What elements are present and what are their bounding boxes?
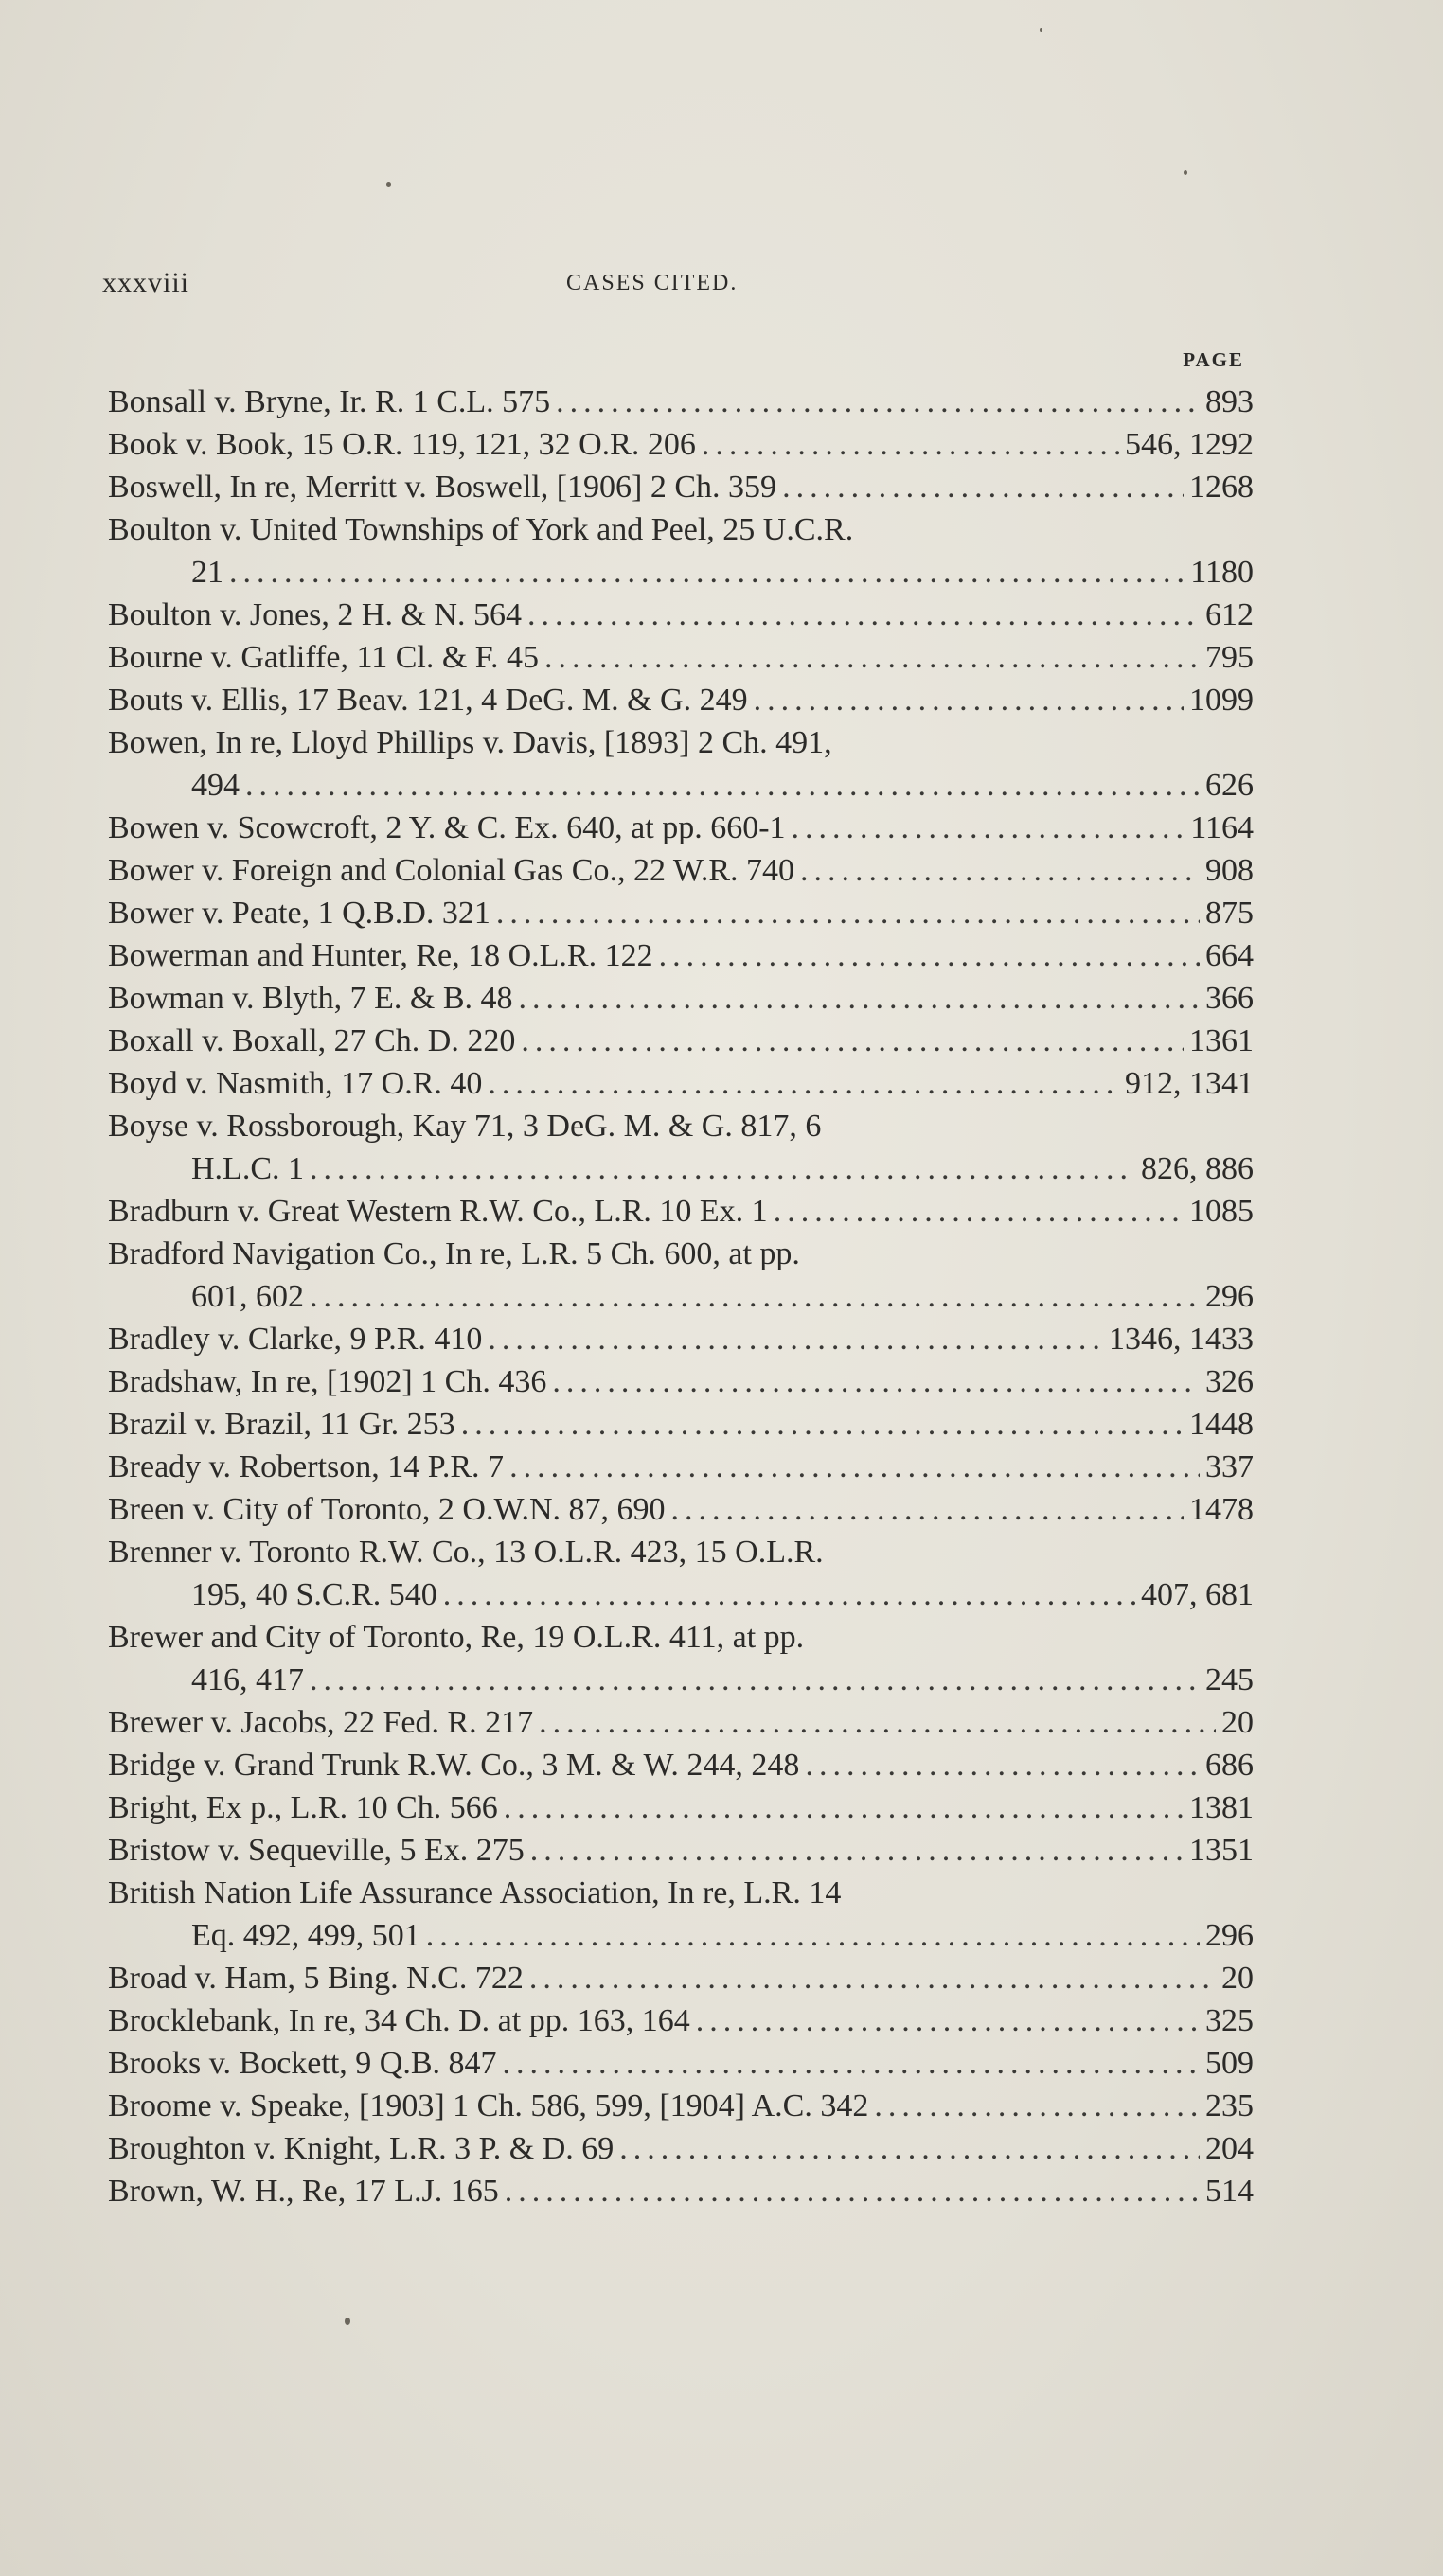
case-citation-line — [108, 1062, 1254, 1105]
case-page-numbers: 1099 — [1189, 683, 1254, 718]
dot-leader — [488, 1062, 1119, 1105]
dot-leader — [782, 466, 1184, 508]
case-page-numbers: 912, 1341 — [1125, 1066, 1254, 1101]
dot-leader — [310, 1659, 1200, 1701]
case-citation-text: Bowen, In re, Lloyd Phillips v. Davis, [1893] 2 Ch. 491, — [108, 725, 832, 760]
case-citation-text: Bowerman and Hunter, Re, 18 O.L.R. 122 — [108, 938, 653, 973]
case-entry — [108, 1701, 1254, 1744]
case-entry — [108, 1744, 1254, 1786]
case-entry — [108, 1829, 1254, 1872]
case-page-numbers: 1351 — [1189, 1833, 1254, 1868]
case-citation-text: Bristow v. Sequeville, 5 Ex. 275 — [108, 1833, 525, 1868]
case-citation-line — [108, 508, 1254, 551]
case-citation-line — [108, 2085, 1254, 2127]
case-citation-continuation — [108, 551, 1254, 594]
case-page-numbers: 366 — [1205, 981, 1254, 1016]
case-citation-line — [108, 1999, 1254, 2042]
case-entry — [108, 1957, 1254, 1999]
case-citation-continuation — [108, 1659, 1254, 1701]
dot-leader — [229, 551, 1185, 594]
paper-speck — [1184, 170, 1187, 175]
case-entry — [108, 892, 1254, 934]
case-entry — [108, 2170, 1254, 2212]
case-page-numbers: 296 — [1205, 1279, 1254, 1314]
case-citation-line — [108, 2042, 1254, 2085]
case-citation-line — [108, 1744, 1254, 1786]
case-citation-line — [108, 2170, 1254, 2212]
case-citation-text: Bready v. Robertson, 14 P.R. 7 — [108, 1449, 505, 1484]
case-page-numbers: 407, 681 — [1141, 1577, 1254, 1612]
case-entry — [108, 1488, 1254, 1531]
case-entry — [108, 1616, 1254, 1701]
case-entry — [108, 1062, 1254, 1105]
case-page-numbers: 546, 1292 — [1125, 427, 1254, 462]
case-citation-line — [108, 1786, 1254, 1829]
case-citation-text: Bower v. Peate, 1 Q.B.D. 321 — [108, 896, 490, 931]
dot-leader — [539, 1701, 1216, 1744]
dot-leader — [426, 1914, 1200, 1957]
case-entry — [108, 466, 1254, 508]
case-citation-text: Bradford Navigation Co., In re, L.R. 5 Ch. 600, at pp. — [108, 1236, 800, 1271]
case-citation-text: Eq. 492, 499, 501 — [191, 1918, 420, 1953]
case-entry — [108, 1531, 1254, 1616]
case-citation-line — [108, 466, 1254, 508]
case-citation-line — [108, 1829, 1254, 1872]
dot-leader — [800, 849, 1200, 892]
case-entry — [108, 1446, 1254, 1488]
case-citation-text: Bridge v. Grand Trunk R.W. Co., 3 M. & W. 244, 248 — [108, 1748, 800, 1783]
case-page-numbers: 1180 — [1190, 555, 1254, 590]
page-column-label: PAGE — [1183, 348, 1244, 371]
dot-leader — [544, 636, 1200, 679]
case-citation-line — [108, 934, 1254, 977]
dot-leader — [509, 1446, 1200, 1488]
case-citation-text: Bradshaw, In re, [1902] 1 Ch. 436 — [108, 1364, 547, 1399]
dot-leader — [792, 807, 1185, 849]
case-citation-text: Broughton v. Knight, L.R. 3 P. & D. 69 — [108, 2131, 615, 2166]
case-entry — [108, 1190, 1254, 1233]
dot-leader — [521, 1020, 1184, 1062]
case-page-numbers: 1085 — [1189, 1194, 1254, 1229]
case-citation-line — [108, 1701, 1254, 1744]
dot-leader — [443, 1573, 1135, 1616]
case-entry — [108, 1999, 1254, 2042]
case-citation-text: Boyd v. Nasmith, 17 O.R. 40 — [108, 1066, 483, 1101]
case-citation-continuation — [108, 1275, 1254, 1318]
case-entry — [108, 1318, 1254, 1360]
case-citation-text: Bradley v. Clarke, 9 P.R. 410 — [108, 1322, 483, 1357]
case-citation-text: Brewer and City of Toronto, Re, 19 O.L.R. 411, at pp. — [108, 1620, 805, 1655]
case-citation-line — [108, 1403, 1254, 1446]
running-title: CASES CITED. — [566, 271, 739, 295]
case-citation-text: Bowen v. Scowcroft, 2 Y. & C. Ex. 640, at pp. 660-1 — [108, 810, 786, 845]
dot-leader — [619, 2127, 1200, 2170]
case-page-numbers: 908 — [1205, 853, 1254, 888]
case-citation-text: H.L.C. 1 — [191, 1151, 304, 1186]
dot-leader — [461, 1403, 1184, 1446]
case-page-numbers: 626 — [1205, 768, 1254, 803]
case-citation-line — [108, 849, 1254, 892]
case-citation-text: Boswell, In re, Merritt v. Boswell, [1906] 2 Ch. 359 — [108, 470, 777, 505]
case-page-numbers: 325 — [1205, 2003, 1254, 2038]
case-citation-text: Bright, Ex p., L.R. 10 Ch. 566 — [108, 1790, 498, 1825]
case-page-numbers: 1361 — [1189, 1023, 1254, 1058]
case-page-numbers: 1268 — [1189, 470, 1254, 505]
case-page-numbers: 235 — [1205, 2088, 1254, 2123]
case-citation-text: Brooks v. Bockett, 9 Q.B. 847 — [108, 2046, 497, 2081]
folio-number: xxxviii — [102, 267, 190, 298]
case-citation-line — [108, 1446, 1254, 1488]
case-page-numbers: 1381 — [1189, 1790, 1254, 1825]
case-citation-text: Broome v. Speake, [1903] 1 Ch. 586, 599, [1904] A.C. 342 — [108, 2088, 869, 2123]
case-citation-text: 195, 40 S.C.R. 540 — [191, 1577, 437, 1612]
case-citation-line — [108, 892, 1254, 934]
case-page-numbers: 1164 — [1190, 810, 1254, 845]
case-page-numbers: 204 — [1205, 2131, 1254, 2166]
case-citation-text: Bourne v. Gatliffe, 11 Cl. & F. 45 — [108, 640, 539, 675]
dot-leader — [556, 381, 1200, 423]
case-page-numbers: 1448 — [1189, 1407, 1254, 1442]
case-page-numbers: 1346, 1433 — [1109, 1322, 1254, 1357]
case-citation-line — [108, 381, 1254, 423]
paper-speck — [1040, 28, 1042, 32]
case-citation-text: Bowman v. Blyth, 7 E. & B. 48 — [108, 981, 513, 1016]
case-citation-text: 416, 417 — [191, 1662, 304, 1697]
case-citation-text: Boulton v. United Townships of York and Peel, 25 U.C.R. — [108, 512, 854, 547]
case-entry — [108, 1403, 1254, 1446]
dot-leader — [310, 1147, 1135, 1190]
case-citation-text: Bradburn v. Great Western R.W. Co., L.R. 10 Ex. 1 — [108, 1194, 768, 1229]
case-citation-continuation — [108, 1914, 1254, 1957]
page-header — [102, 267, 1257, 314]
case-citation-text: Brazil v. Brazil, 11 Gr. 253 — [108, 1407, 455, 1442]
dot-leader — [527, 594, 1200, 636]
case-page-numbers: 612 — [1205, 597, 1254, 632]
dot-leader — [310, 1275, 1200, 1318]
case-page-numbers: 326 — [1205, 1364, 1254, 1399]
case-entry — [108, 636, 1254, 679]
case-entry — [108, 977, 1254, 1020]
dot-leader — [504, 1786, 1184, 1829]
dot-leader — [503, 2042, 1200, 2085]
case-page-numbers: 20 — [1221, 1705, 1254, 1740]
case-citation-text: Breen v. City of Toronto, 2 O.W.N. 87, 690 — [108, 1492, 666, 1527]
case-citation-line — [108, 423, 1254, 466]
case-page-numbers: 664 — [1205, 938, 1254, 973]
case-citation-line — [108, 1616, 1254, 1659]
dot-leader — [519, 977, 1200, 1020]
case-page-numbers: 337 — [1205, 1449, 1254, 1484]
case-citation-text: 494 — [191, 768, 240, 803]
case-citation-text: Bouts v. Ellis, 17 Beav. 121, 4 DeG. M. & G. 249 — [108, 683, 748, 718]
case-citation-text: Bower v. Foreign and Colonial Gas Co., 22 W.R. 740 — [108, 853, 794, 888]
dot-leader — [529, 1957, 1216, 1999]
dot-leader — [552, 1360, 1200, 1403]
case-citation-line — [108, 1872, 1254, 1914]
paper-speck — [345, 2318, 350, 2325]
dot-leader — [696, 1999, 1200, 2042]
case-entry — [108, 2085, 1254, 2127]
case-citation-text: Boxall v. Boxall, 27 Ch. D. 220 — [108, 1023, 516, 1058]
case-citation-line — [108, 636, 1254, 679]
case-entry — [108, 1105, 1254, 1190]
case-citation-line — [108, 1360, 1254, 1403]
case-entry — [108, 1872, 1254, 1957]
case-page-numbers: 514 — [1205, 2174, 1254, 2209]
case-citation-text: Boyse v. Rossborough, Kay 71, 3 DeG. M. & G. 817, 6 — [108, 1109, 822, 1144]
case-page-numbers: 826, 886 — [1141, 1151, 1254, 1186]
dot-leader — [805, 1744, 1200, 1786]
case-citation-continuation — [108, 1147, 1254, 1190]
case-citation-line — [108, 721, 1254, 764]
case-citation-text: Book v. Book, 15 O.R. 119, 121, 32 O.R. 206 — [108, 427, 696, 462]
dot-leader — [505, 2170, 1200, 2212]
case-entry — [108, 2042, 1254, 2085]
case-page-numbers: 20 — [1221, 1961, 1254, 1996]
dot-leader — [488, 1318, 1103, 1360]
case-entry — [108, 1360, 1254, 1403]
case-citation-continuation — [108, 764, 1254, 807]
case-citation-text: Brenner v. Toronto R.W. Co., 13 O.L.R. 423, 15 O.L.R. — [108, 1535, 824, 1570]
case-citation-text: Brocklebank, In re, 34 Ch. D. at pp. 163, 164 — [108, 2003, 690, 2038]
dot-leader — [874, 2085, 1200, 2127]
case-entry — [108, 807, 1254, 849]
case-page-numbers: 1478 — [1189, 1492, 1254, 1527]
case-entry — [108, 508, 1254, 594]
case-citation-line — [108, 1488, 1254, 1531]
case-entry — [108, 2127, 1254, 2170]
case-entry — [108, 721, 1254, 807]
case-citation-line — [108, 2127, 1254, 2170]
dot-leader — [530, 1829, 1184, 1872]
dot-leader — [659, 934, 1200, 977]
case-citation-line — [108, 1957, 1254, 1999]
case-citation-line — [108, 977, 1254, 1020]
case-page-numbers: 893 — [1205, 384, 1254, 419]
case-citation-line — [108, 1105, 1254, 1147]
cases-cited-list — [108, 381, 1254, 2212]
dot-leader — [702, 423, 1119, 466]
case-page-numbers: 875 — [1205, 896, 1254, 931]
case-citation-continuation — [108, 1573, 1254, 1616]
case-page-numbers: 296 — [1205, 1918, 1254, 1953]
case-citation-text: 21 — [191, 555, 223, 590]
case-page-numbers: 245 — [1205, 1662, 1254, 1697]
paper-speck — [386, 182, 391, 187]
case-page-numbers: 795 — [1205, 640, 1254, 675]
case-citation-line — [108, 1020, 1254, 1062]
case-citation-text: Brown, W. H., Re, 17 L.J. 165 — [108, 2174, 499, 2209]
case-citation-text: 601, 602 — [191, 1279, 304, 1314]
case-citation-line — [108, 1233, 1254, 1275]
case-citation-line — [108, 679, 1254, 721]
dot-leader — [754, 679, 1184, 721]
dot-leader — [671, 1488, 1185, 1531]
case-citation-line — [108, 594, 1254, 636]
case-citation-line — [108, 1531, 1254, 1573]
case-entry — [108, 934, 1254, 977]
dot-leader — [774, 1190, 1184, 1233]
case-citation-text: Brewer v. Jacobs, 22 Fed. R. 217 — [108, 1705, 534, 1740]
case-entry — [108, 679, 1254, 721]
case-citation-text: British Nation Life Assurance Association, In re, L.R. 14 — [108, 1875, 842, 1910]
case-page-numbers: 509 — [1205, 2046, 1254, 2081]
case-entry — [108, 1233, 1254, 1318]
case-citation-line — [108, 1190, 1254, 1233]
case-entry — [108, 1786, 1254, 1829]
case-page-numbers: 686 — [1205, 1748, 1254, 1783]
case-citation-text: Boulton v. Jones, 2 H. & N. 564 — [108, 597, 522, 632]
case-entry — [108, 849, 1254, 892]
dot-leader — [245, 764, 1200, 807]
case-citation-line — [108, 807, 1254, 849]
case-entry — [108, 381, 1254, 423]
case-entry — [108, 594, 1254, 636]
case-citation-line — [108, 1318, 1254, 1360]
case-citation-text: Broad v. Ham, 5 Bing. N.C. 722 — [108, 1961, 524, 1996]
case-entry — [108, 423, 1254, 466]
case-citation-text: Bonsall v. Bryne, Ir. R. 1 C.L. 575 — [108, 384, 551, 419]
case-entry — [108, 1020, 1254, 1062]
dot-leader — [496, 892, 1200, 934]
